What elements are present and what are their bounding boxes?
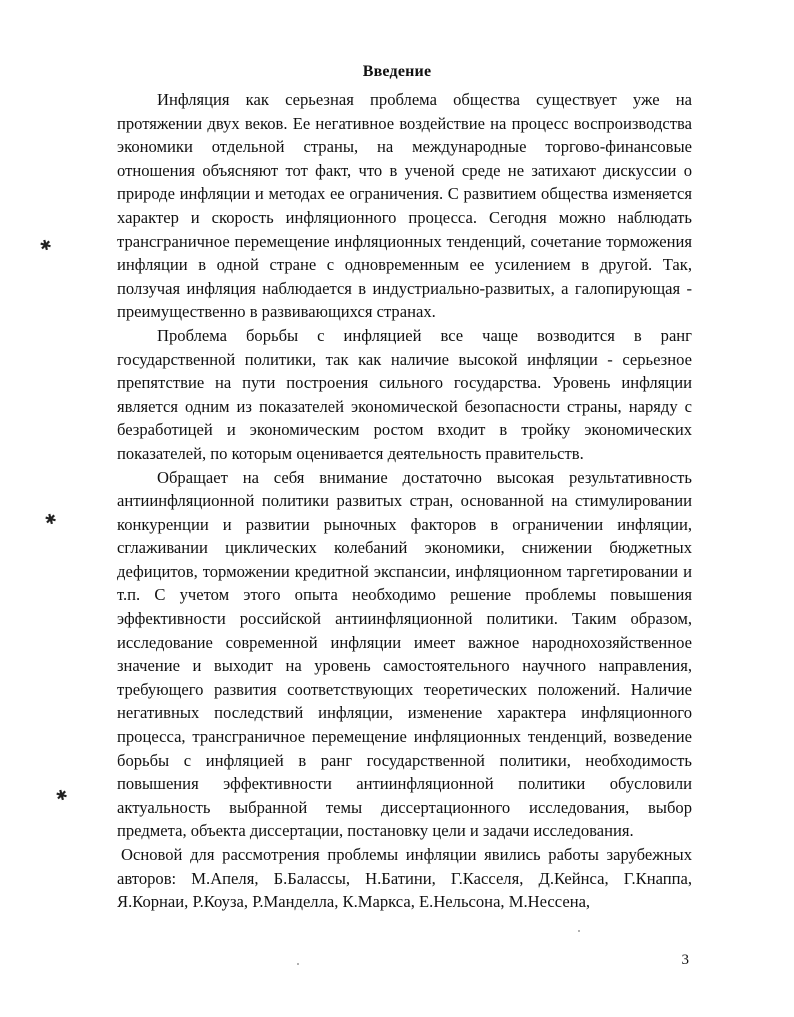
- paragraph-1: Инфляция как серьезная проблема общества существует уже на протяжении двух веков. Ее негативное воздействие на процесс воспроизводства экономики отдельной страны, на международные торгово-финансовые отношения объясняют тот факт, что в ученой среде не затихают дискуссии о природе инфляции и методах ее ограничения. С развитием общества изменяется характер и скорость инфляционного процесса. Сегодня можно наблюдать трансграничное перемещение инфляционных тенденций, сочетание торможения инфляции в одной стране с одновременным ее усилением в другой. Так, ползучая инфляция наблюдается в индустриально-развитых, а галопирующая - преимущественно в развивающихся странах.: [117, 90, 692, 322]
- scan-mark-icon: ✱: [38, 236, 54, 256]
- body-text: [117, 88, 692, 914]
- paragraph-3: Обращает на себя внимание достаточно высокая результативность антиинфляционной политики развитых стран, основанной на стимулировании конкуренции и развитии рыночных факторов в ограничении инфляции, сглаживании циклических колебаний экономики, снижении бюджетных дефицитов, торможении кредитной экспансии, инфляционном таргетировании и т.п. С учетом этого опыта необходимо решение проблемы повышения эффективности российской антиинфляционной политики. Таким образом, исследование современной инфляции имеет важное народнохозяйственное значение и выходит на уровень самостоятельного научного направления, требующего развития соответствующих теоретических положений. Наличие негативных последствий инфляции, изменение характера инфляционного процесса, трансграничное перемещение инфляционных тенденций, возведение борьбы с инфляцией в ранг государственной политики, необходимость повышения эффективности антиинфляционной политики обусловили актуальность выбранной темы диссертационного исследования, выбор предмета, объекта диссертации, постановку цели и задачи исследования.: [117, 467, 692, 841]
- scan-speck: [297, 963, 299, 965]
- scan-mark-icon: ✱: [43, 510, 59, 530]
- scan-speck: [578, 930, 580, 932]
- paragraph-2: Проблема борьбы с инфляцией все чаще возводится в ранг государственной политики, так как наличие высокой инфляции - серьезное препятствие на пути построения сильного государства. Уровень инфляции является одним из показателей экономической безопасности страны, наряду с безработицей и экономическим ростом входит в тройку экономических показателей, по которым оценивается деятельность правительств.: [117, 325, 692, 463]
- page-number: 3: [681, 952, 689, 968]
- paragraph-4: Основой для рассмотрения проблемы инфляции явились работы зарубежных авторов: М.Апеля, Б.Балассы, Н.Батини, Г.Касселя, Д.Кейнса, Г.Кнаппа, Я.Корнаи, Р.Коуза, Р.Манделла, К.Маркса, Е.Нельсона, М.Нессена,: [117, 845, 692, 912]
- page-title: Введение: [362, 63, 432, 80]
- scan-mark-icon: ✱: [54, 786, 70, 806]
